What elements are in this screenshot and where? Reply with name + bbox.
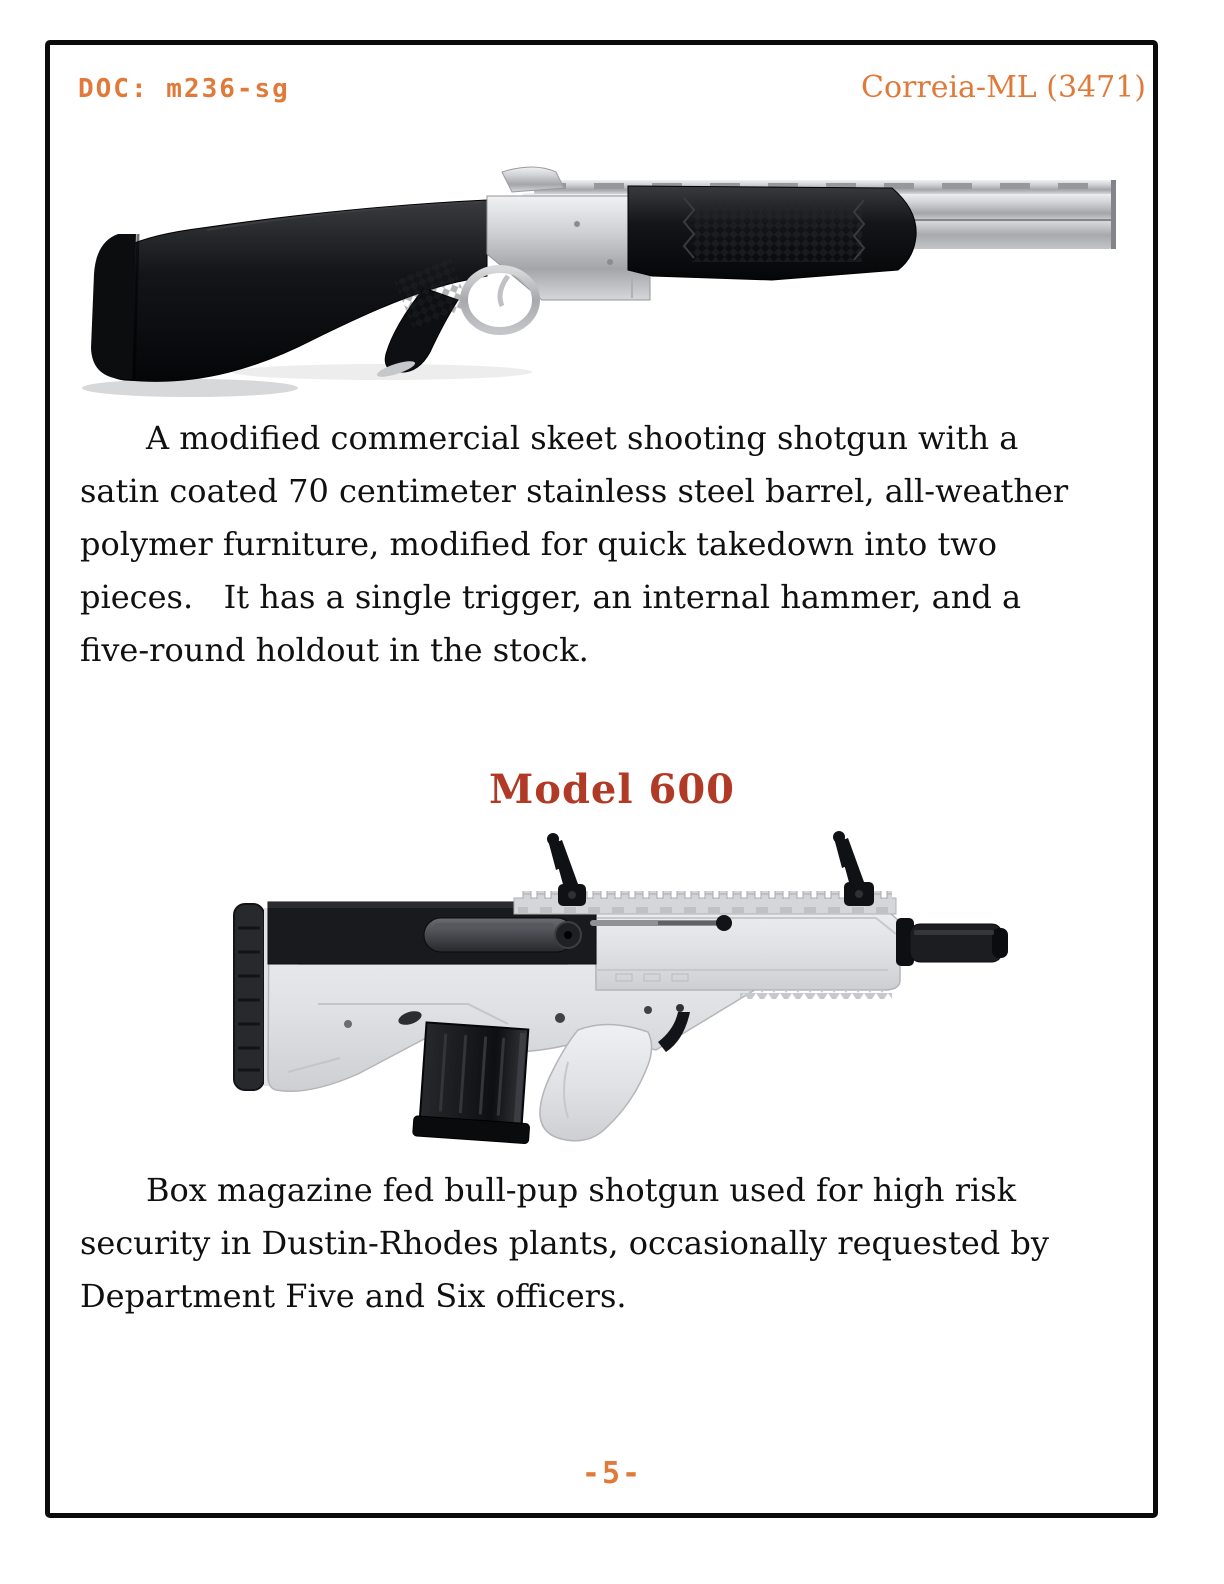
text-line: A modified commercial skeet shooting shotgun with a [146,419,1019,457]
paragraph-model600-description [80,1164,1130,1323]
classification-label: Correia-ML (3471) [861,70,1146,105]
bullpup-shotgun-photo [228,822,1016,1152]
handguard [596,900,900,999]
text-line: security in Dustin-Rhodes plants, occasionally requested by [80,1224,1049,1262]
text-line: pieces. It has a single trigger, an internal hammer, and a [80,578,1022,616]
paragraph-skeet-description [80,412,1130,677]
doc-id-label: DOC: m236-sg [78,74,290,104]
magazine [413,1022,537,1144]
text-line: Department Five and Six officers. [80,1277,627,1315]
text-line: polymer furniture, modified for quick takedown into two [80,525,997,563]
text-line: satin coated 70 centimeter stainless steel barrel, all-weather [80,472,1069,510]
buttstock [91,200,487,381]
skeet-shotgun-photo [72,158,1152,406]
butt-pad [234,904,269,1090]
text-line: five-round holdout in the stock. [80,631,589,669]
section-heading-model-600: Model 600 [489,766,735,813]
text-line: Box magazine fed bull-pup shotgun used for high risk [146,1171,1017,1209]
trigger-guard [464,269,536,331]
page-number: -5- [581,1456,643,1491]
muzzle [896,918,1008,966]
forend-grip [628,186,916,280]
